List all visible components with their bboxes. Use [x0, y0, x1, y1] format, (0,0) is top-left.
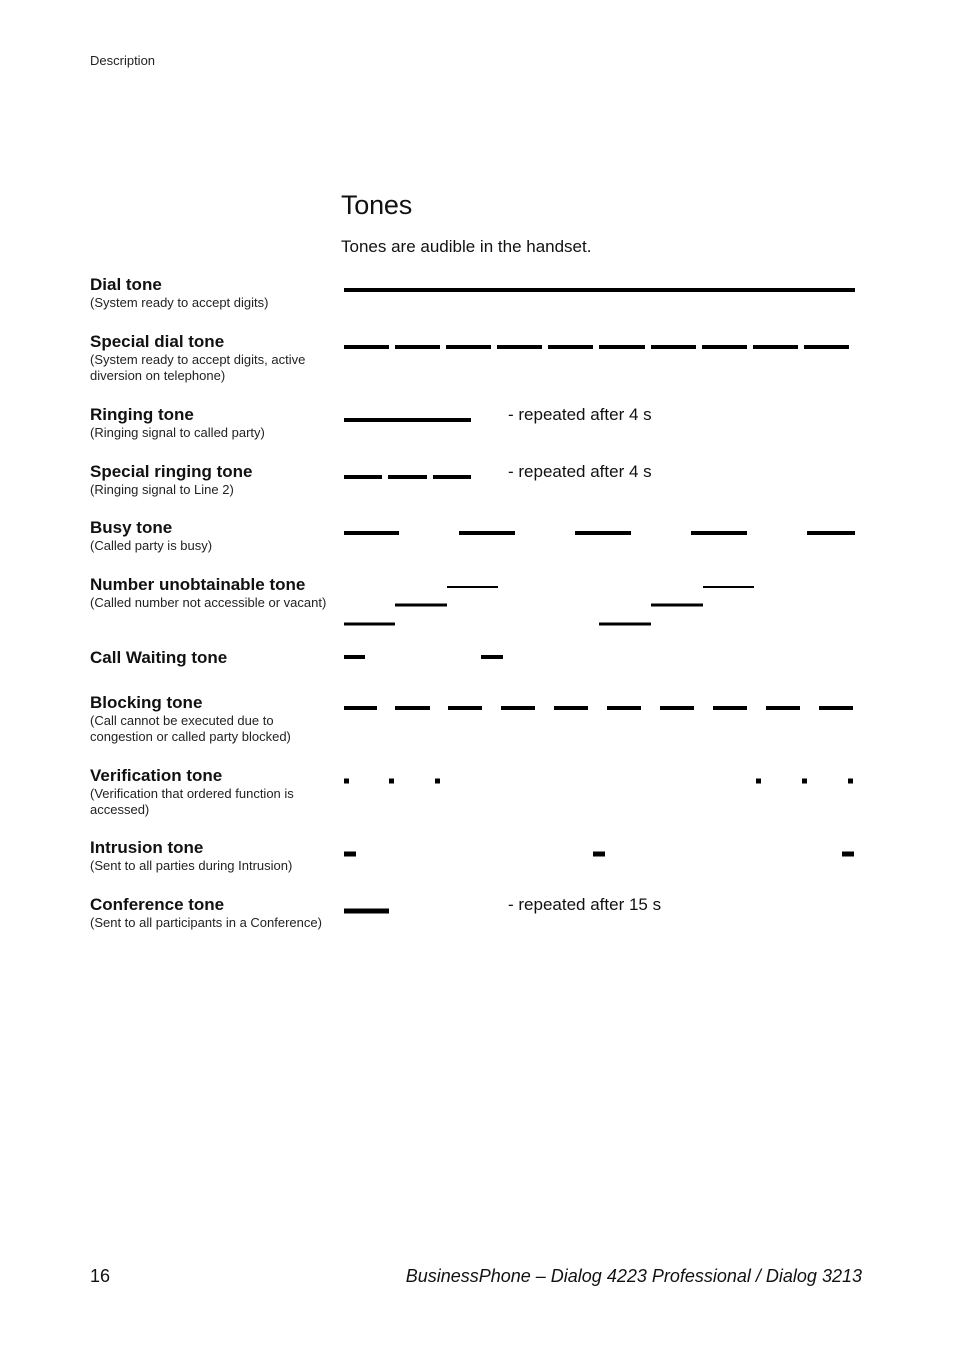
number-unobtainable-low [344, 623, 395, 626]
blocking-tone-pulse [344, 706, 377, 710]
special-dial-tone-pulse [651, 345, 696, 349]
blocking-tone-pulse [766, 706, 800, 710]
special-dial-tone-pulse [395, 345, 440, 349]
intro-text: Tones are audible in the handset. [341, 237, 592, 256]
tone-name: Blocking tone [90, 693, 203, 712]
tone-description: (Ringing signal to called party) [90, 425, 265, 440]
tone-description: (Sent to all parties during Intrusion) [90, 858, 293, 873]
tone-name: Special ringing tone [90, 462, 253, 481]
tone-name: Special dial tone [90, 332, 225, 351]
blocking-tone-pulse [819, 706, 853, 710]
blocking-tone-pulse [395, 706, 430, 710]
number-unobtainable-high [703, 586, 754, 588]
page-number: 16 [90, 1266, 111, 1286]
verification-tone-pulse [802, 779, 807, 784]
tone-description: (System ready to accept digits, active diversion on telephone) [90, 352, 306, 383]
intrusion-tone-pulse [842, 852, 854, 857]
special-ringing-tone-pulse [388, 475, 427, 479]
number-unobtainable-mid [651, 604, 703, 607]
special-dial-tone-pulse [702, 345, 747, 349]
special-ringing-tone-pulse [344, 475, 382, 479]
ringing-repeat-note: - repeated after 4 s [508, 405, 652, 424]
blocking-tone-pulse [607, 706, 641, 710]
intrusion-tone-pulse [344, 852, 356, 857]
busy-tone-pulse [575, 531, 631, 535]
special-dial-tone-pulse [446, 345, 491, 349]
tone-description: (Called number not accessible or vacant) [90, 595, 327, 610]
special-dial-tone-pulse [804, 345, 849, 349]
tone-name: Call Waiting tone [90, 648, 228, 667]
special-ringing-tone-pulse [433, 475, 471, 479]
verification-tone-pulse [848, 779, 853, 784]
running-header: Description [90, 53, 156, 68]
tone-name: Busy tone [90, 518, 173, 537]
call-waiting-pulse [481, 655, 503, 659]
busy-tone-pulse [344, 531, 399, 535]
special-dial-tone-pulse [497, 345, 542, 349]
tone-name: Number unobtainable tone [90, 575, 306, 594]
tone-name: Verification tone [90, 766, 223, 785]
busy-tone-pulse [691, 531, 747, 535]
footer-document-title: BusinessPhone – Dialog 4223 Professional / Dialog 3213 [405, 1266, 862, 1286]
tone-description: (Ringing signal to Line 2) [90, 482, 234, 497]
tone-name: Conference tone [90, 895, 225, 914]
tone-description: (Called party is busy) [90, 538, 213, 553]
special-dial-tone-pulse [753, 345, 798, 349]
special-dial-tone-pulse [344, 345, 389, 349]
tone-description: (Sent to all participants in a Conference) [90, 915, 322, 930]
tone-description: (Verification that ordered function is accessed) [90, 786, 294, 817]
verification-tone-pulse [344, 779, 349, 784]
verification-tone-pulse [756, 779, 761, 784]
tone-name: Intrusion tone [90, 838, 204, 857]
call-waiting-pulse [344, 655, 365, 659]
blocking-tone-pulse [713, 706, 747, 710]
blocking-tone-pulse [554, 706, 588, 710]
busy-tone-pulse [807, 531, 855, 535]
number-unobtainable-mid [395, 604, 447, 607]
intrusion-tone-pulse [593, 852, 605, 857]
special-dial-tone-pulse [599, 345, 645, 349]
busy-tone-pulse [459, 531, 515, 535]
number-unobtainable-low [599, 623, 651, 626]
verification-tone-pulse [389, 779, 394, 784]
verification-tone-pulse [435, 779, 440, 784]
blocking-tone-pulse [660, 706, 694, 710]
tone-description: (System ready to accept digits) [90, 295, 269, 310]
conference-repeat-note: - repeated after 15 s [508, 895, 662, 914]
number-unobtainable-high [447, 586, 498, 588]
special-dial-tone-pulse [548, 345, 593, 349]
conference-tone-signal [344, 909, 389, 914]
tone-name: Ringing tone [90, 405, 194, 424]
tone-name: Dial tone [90, 275, 162, 294]
tone-description: (Call cannot be executed due to congestion or called party blocked) [90, 713, 291, 744]
special-ringing-repeat-note: - repeated after 4 s [508, 462, 652, 481]
blocking-tone-pulse [501, 706, 535, 710]
dial-tone-signal [344, 288, 855, 292]
page-title: Tones [341, 190, 413, 220]
ringing-tone-signal [344, 418, 471, 422]
blocking-tone-pulse [448, 706, 482, 710]
